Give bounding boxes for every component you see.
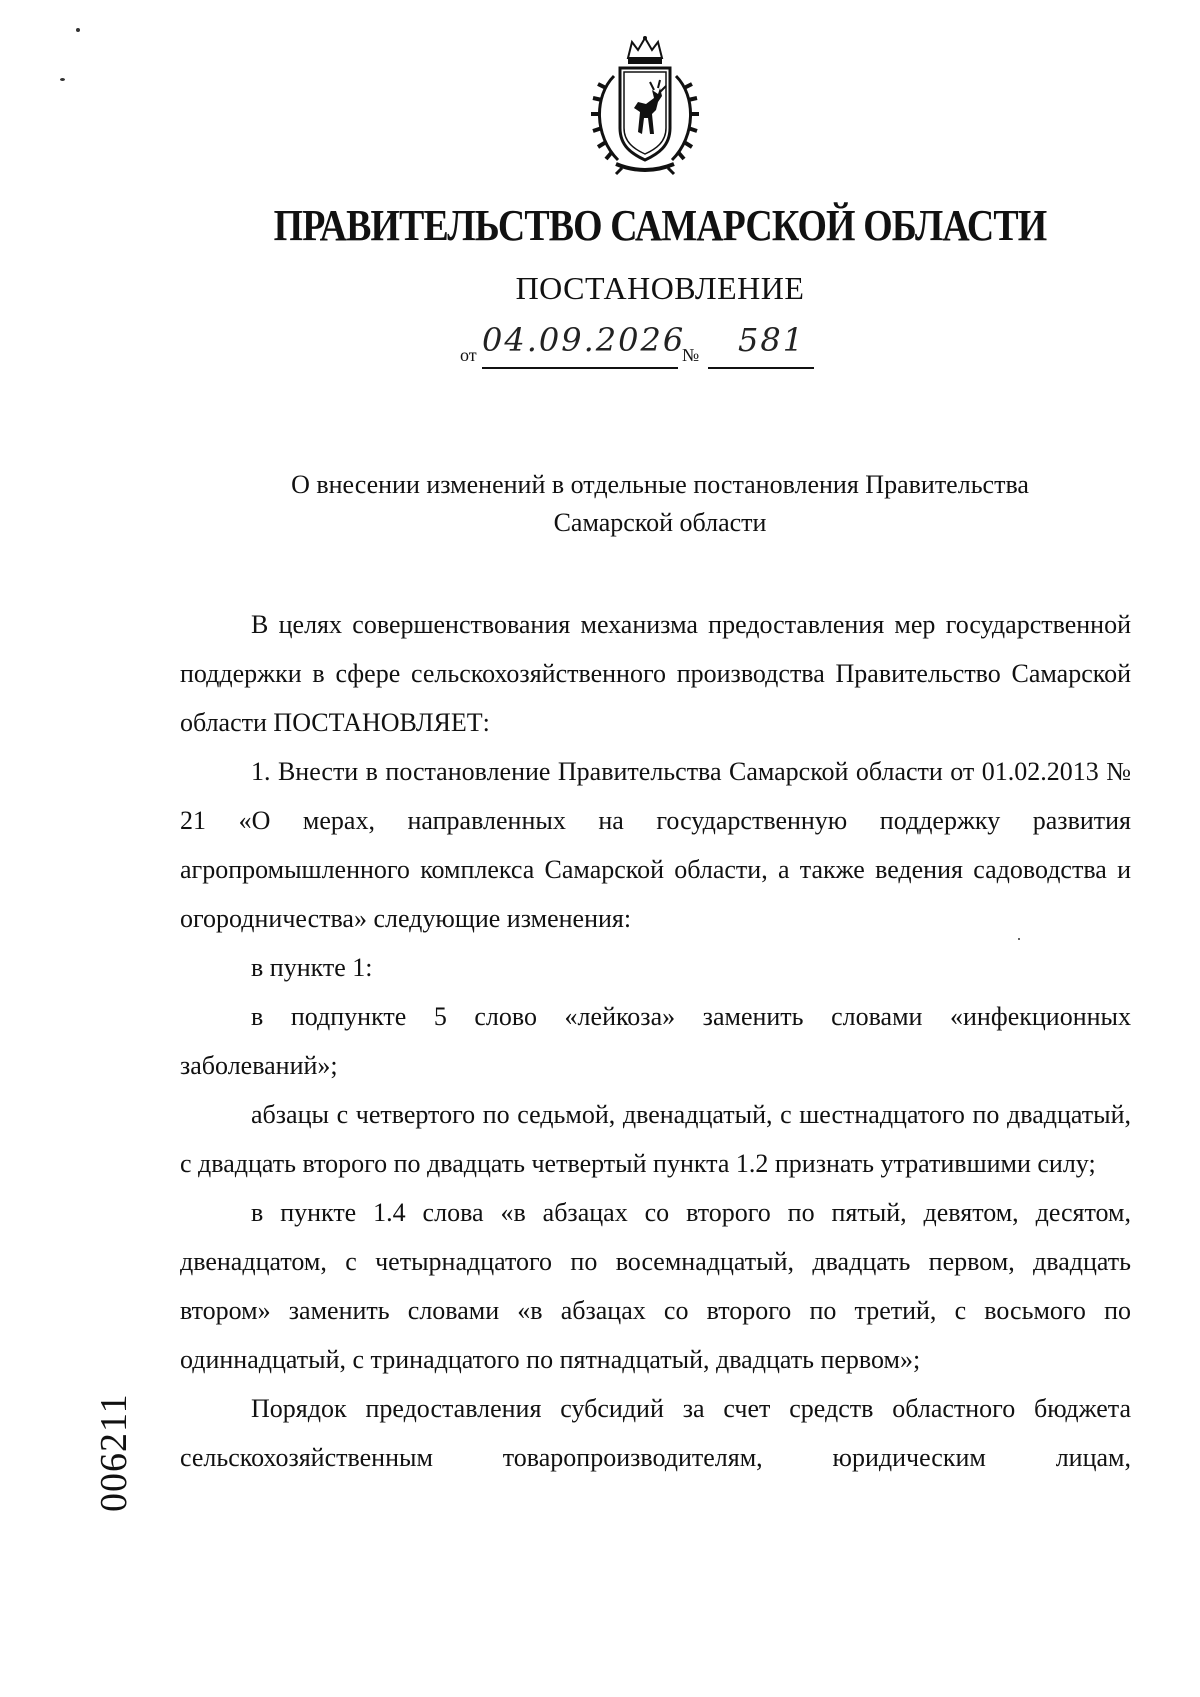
body-paragraph: в пункте 1:: [251, 953, 373, 982]
scan-speck: [1018, 938, 1020, 940]
subject-line-2: Самарской области: [553, 508, 767, 537]
number-prefix-label: №: [682, 345, 700, 365]
number-underline: [708, 367, 814, 369]
date-underline: [482, 367, 678, 369]
body-paragraph: 1. Внести в постановление Правительства Самарской области от 01.02.2013 № 21 «О мерах, направленных на государственную поддержку развития агропромышленного комплекса Самарской области, а также ведения садоводства и огородничества» следующие изменения:: [180, 757, 1131, 933]
scan-speck: [60, 78, 65, 81]
handwritten-number: 581: [738, 321, 806, 359]
body-paragraph: Порядок предоставления субсидий за счет средств областного бюджета сельскохозяйственным товаропроизводителям, юридическим лицам,: [180, 1394, 1131, 1472]
document-body: [180, 600, 1131, 1482]
document-type-heading: ПОСТАНОВЛЕНИЕ: [515, 270, 805, 306]
body-paragraph: В целях совершенствования механизма предоставления мер государственной поддержки в сфере сельскохозяйственного производства Правительство Самарской области ПОСТАНОВЛЯЕТ:: [180, 610, 1131, 737]
document-subject: [210, 466, 1110, 542]
scan-speck: [76, 28, 80, 32]
subject-line-1: О внесении изменений в отдельные постановления Правительства: [291, 470, 1029, 499]
government-title: ПРАВИТЕЛЬСТВО САМАРСКОЙ ОБЛАСТИ: [273, 201, 1047, 250]
body-paragraph: в пункте 1.4 слова «в абзацах со второго по пятый, девятом, десятом, двенадцатом, с четырнадцатого по восемнадцатый, двадцать первом, двадцать втором» заменить словами «в абзацах со второго по третий, с восьмого по одиннадцатый, с тринадцатого по пятнадцатый, двадцать первом»;: [180, 1198, 1131, 1374]
body-paragraph: в подпункте 5 слово «лейкоза» заменить словами «инфекционных заболеваний»;: [180, 1002, 1131, 1080]
coat-of-arms-emblem: [588, 36, 702, 176]
body-paragraph: абзацы с четвертого по седьмой, двенадцатый, с шестнадцатого по двадцатый, с двадцать второго по двадцать четвертый пункта 1.2 признать утратившими силу;: [180, 1100, 1131, 1178]
date-prefix-label: от: [460, 345, 477, 365]
side-serial-number: 006211: [93, 1393, 135, 1512]
handwritten-date: 04.09.2026: [482, 321, 686, 359]
